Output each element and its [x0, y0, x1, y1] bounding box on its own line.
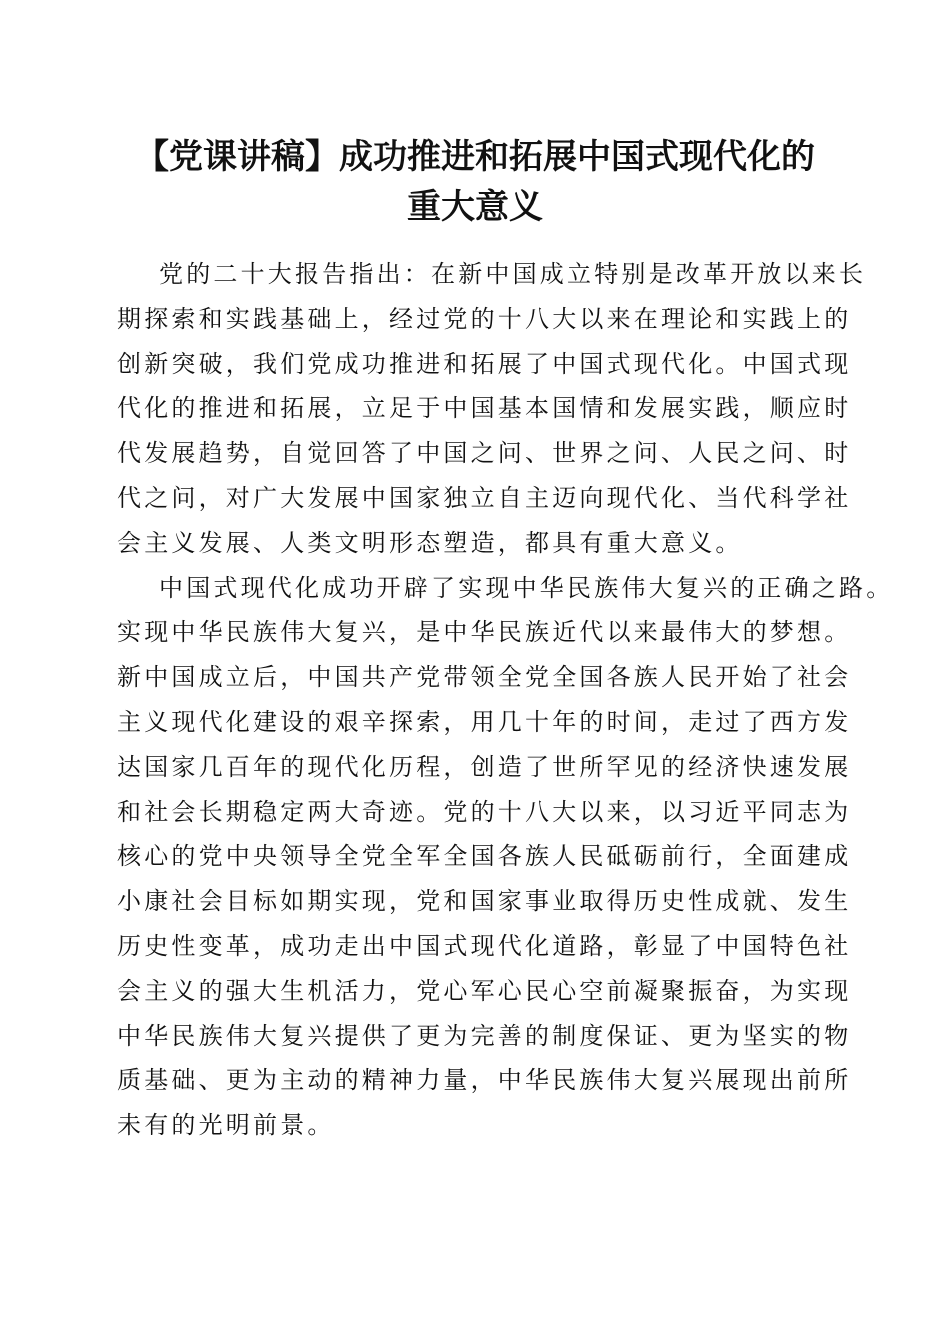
- paragraph-line: 和社会长期稳定两大奇迹。党的十八大以来，以习近平同志为: [117, 797, 852, 826]
- title-line-1: 【党课讲稿】成功推进和拓展中国式现代化的: [135, 137, 815, 177]
- paragraph-line: 小康社会目标如期实现，党和国家事业取得历史性成就、发生: [117, 887, 852, 916]
- paragraph-line: 历史性变革，成功走出中国式现代化道路，彰显了中国特色社: [117, 931, 852, 960]
- paragraph-line: 质基础、更为主动的精神力量，中华民族伟大复兴展现出前所: [117, 1066, 852, 1095]
- paragraph-line: 党的二十大报告指出：在新中国成立特别是改革开放以来长: [159, 260, 867, 288]
- paragraph-line: 期探索和实践基础上，经过党的十八大以来在理论和实践上的: [117, 304, 852, 333]
- document-body: [117, 252, 894, 1148]
- paragraph-line: 会主义的强大生机活力，党心军心民心空前凝聚振奋，为实现: [117, 976, 852, 1005]
- paragraph-line: 中华民族伟大复兴提供了更为完善的制度保证、更为坚实的物: [117, 1021, 852, 1050]
- paragraph-line: 新中国成立后，中国共产党带领全党全国各族人民开始了社会: [117, 663, 852, 692]
- paragraph-line: 代化的推进和拓展，立足于中国基本国情和发展实践，顺应时: [117, 394, 852, 423]
- paragraph-line: 中国式现代化成功开辟了实现中华民族伟大复兴的正确之路。: [159, 573, 894, 602]
- document-title: [100, 132, 850, 232]
- paragraph-line: 主义现代化建设的艰辛探索，用几十年的时间，走过了西方发: [117, 707, 852, 736]
- paragraph-line: 代之问，对广大发展中国家独立自主迈向现代化、当代科学社: [117, 483, 852, 512]
- paragraph-line: 代发展趋势，自觉回答了中国之问、世界之问、人民之问、时: [117, 439, 852, 468]
- paragraph-2: [117, 566, 894, 1148]
- paragraph-line: 会主义发展、人类文明形态塑造，都具有重大意义。: [117, 528, 743, 557]
- paragraph-line: 核心的党中央领导全党全军全国各族人民砥砺前行，全面建成: [117, 842, 852, 871]
- paragraph-line: 创新突破，我们党成功推进和拓展了中国式现代化。中国式现: [117, 349, 852, 378]
- paragraph-1: [117, 252, 867, 566]
- paragraph-line: 达国家几百年的现代化历程，创造了世所罕见的经济快速发展: [117, 752, 852, 781]
- paragraph-line: 未有的光明前景。: [117, 1111, 335, 1140]
- paragraph-line: 实现中华民族伟大复兴，是中华民族近代以来最伟大的梦想。: [117, 618, 852, 647]
- title-line-2: 重大意义: [407, 187, 543, 227]
